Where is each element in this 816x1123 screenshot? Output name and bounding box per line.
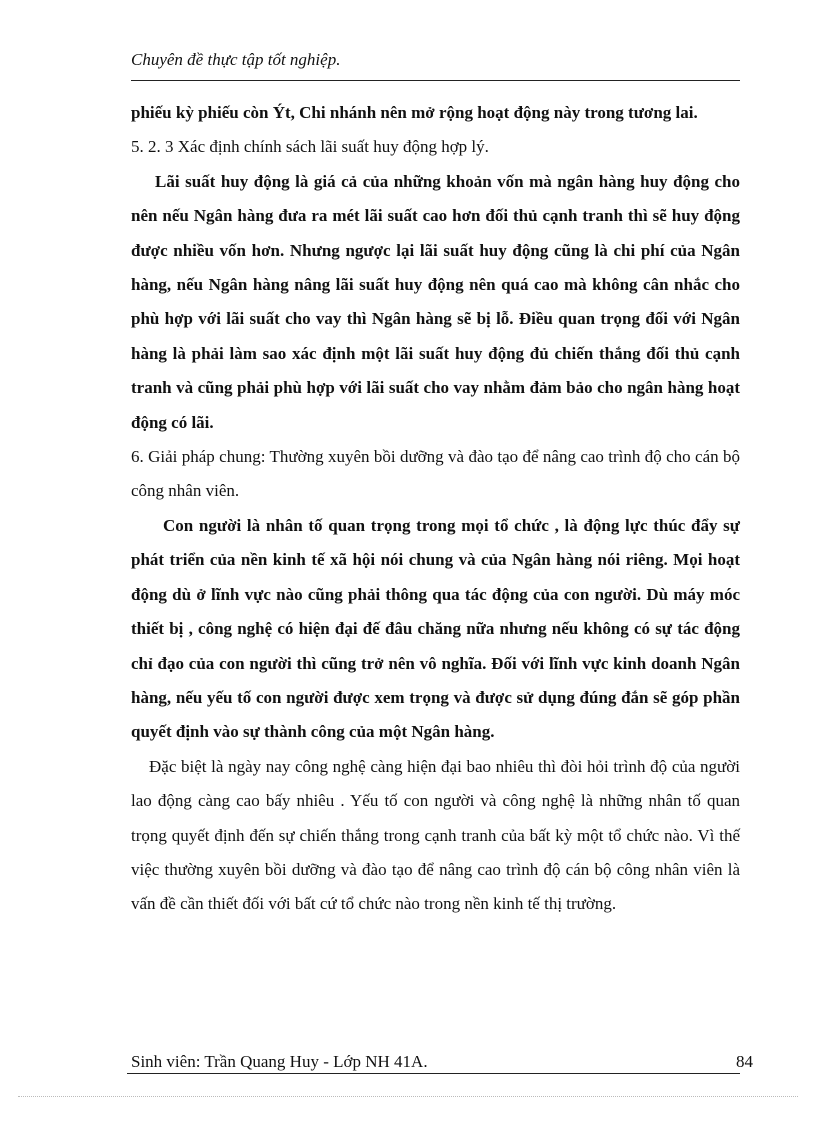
section-heading-5-2-3: 5. 2. 3 Xác định chính sách lãi suất huy động hợp lý. xyxy=(131,137,489,157)
paragraph-technology: Đặc biệt là ngày nay công nghệ càng hiện đại bao nhiêu thì đòi hỏi trình độ của người lao động càng cao bấy nhiêu . Yếu tố con người và công nghệ là những nhân tố quan trọng quyết định đến sự chiến thắng trong cạnh tranh của bất kỳ một tổ chức nào. Vì thế việc thường xuyên bồi dưỡng và đào tạo để nâng cao trình độ cán bộ công nhân viên là vấn đề cần thiết đối với bất cứ tổ chức nào trong nền kinh tế thị trường. xyxy=(131,756,740,914)
paragraph-continuation: phiếu kỳ phiếu còn Ýt, Chi nhánh nên mở rộng hoạt động này trong tương lai. xyxy=(131,103,698,122)
footer-rule xyxy=(127,1073,740,1074)
running-header: Chuyên đề thực tập tốt nghiệp. xyxy=(131,50,341,69)
paragraph-human-factor: Con người là nhân tố quan trọng trong mọi tổ chức , là động lực thúc đẩy sự phát triển của nền kinh tế xã hội nói chung và của Ngân hàng nói riêng. Mọi hoạt động dù ở lĩnh vực nào cũng phải thông qua tác động của con người. Dù máy móc thiết bị , công nghệ có hiện đại đế đâu chăng nữa nhưng nếu không có sự tác động chỉ đạo của con người thì cũng trở nên vô nghĩa. Đối với lĩnh vực kinh doanh Ngân hàng, nếu yếu tố con người được xem trọng và được sử dụng đúng đắn sẽ góp phần quyết định vào sự thành công của một Ngân hàng. xyxy=(131,515,740,742)
page-number: 84 xyxy=(736,1052,753,1071)
page-body xyxy=(131,96,740,922)
section-heading-6: 6. Giải pháp chung: Thường xuyên bồi dưỡng và đào tạo để nâng cao trình độ cho cán bộ công nhân viên. xyxy=(131,447,740,501)
page-bottom-border xyxy=(18,1096,798,1097)
header-rule xyxy=(131,80,740,81)
paragraph-interest-rate: Lãi suất huy động là giá cả của những khoản vốn mà ngân hàng huy động cho nên nếu Ngân hàng đưa ra mét lãi suất cao hơn đối thủ cạnh tranh thì sẽ huy động được nhiều vốn hơn. Nhưng ngược lại lãi suất huy động cũng là chi phí của Ngân hàng, nếu Ngân hàng nâng lãi suất huy động nên quá cao mà không cân nhắc cho phù hợp với lãi suất cho vay thì Ngân hàng sẽ bị lỗ. Điều quan trọng đối với Ngân hàng là phải làm sao xác định một lãi suất huy động đủ chiến thắng đối thủ cạnh tranh và cũng phải phù hợp với lãi suất cho vay nhằm đảm bảo cho ngân hàng hoạt động có lãi. xyxy=(131,171,740,432)
footer-student-info: Sinh viên: Trần Quang Huy - Lớp NH 41A. xyxy=(131,1052,428,1071)
